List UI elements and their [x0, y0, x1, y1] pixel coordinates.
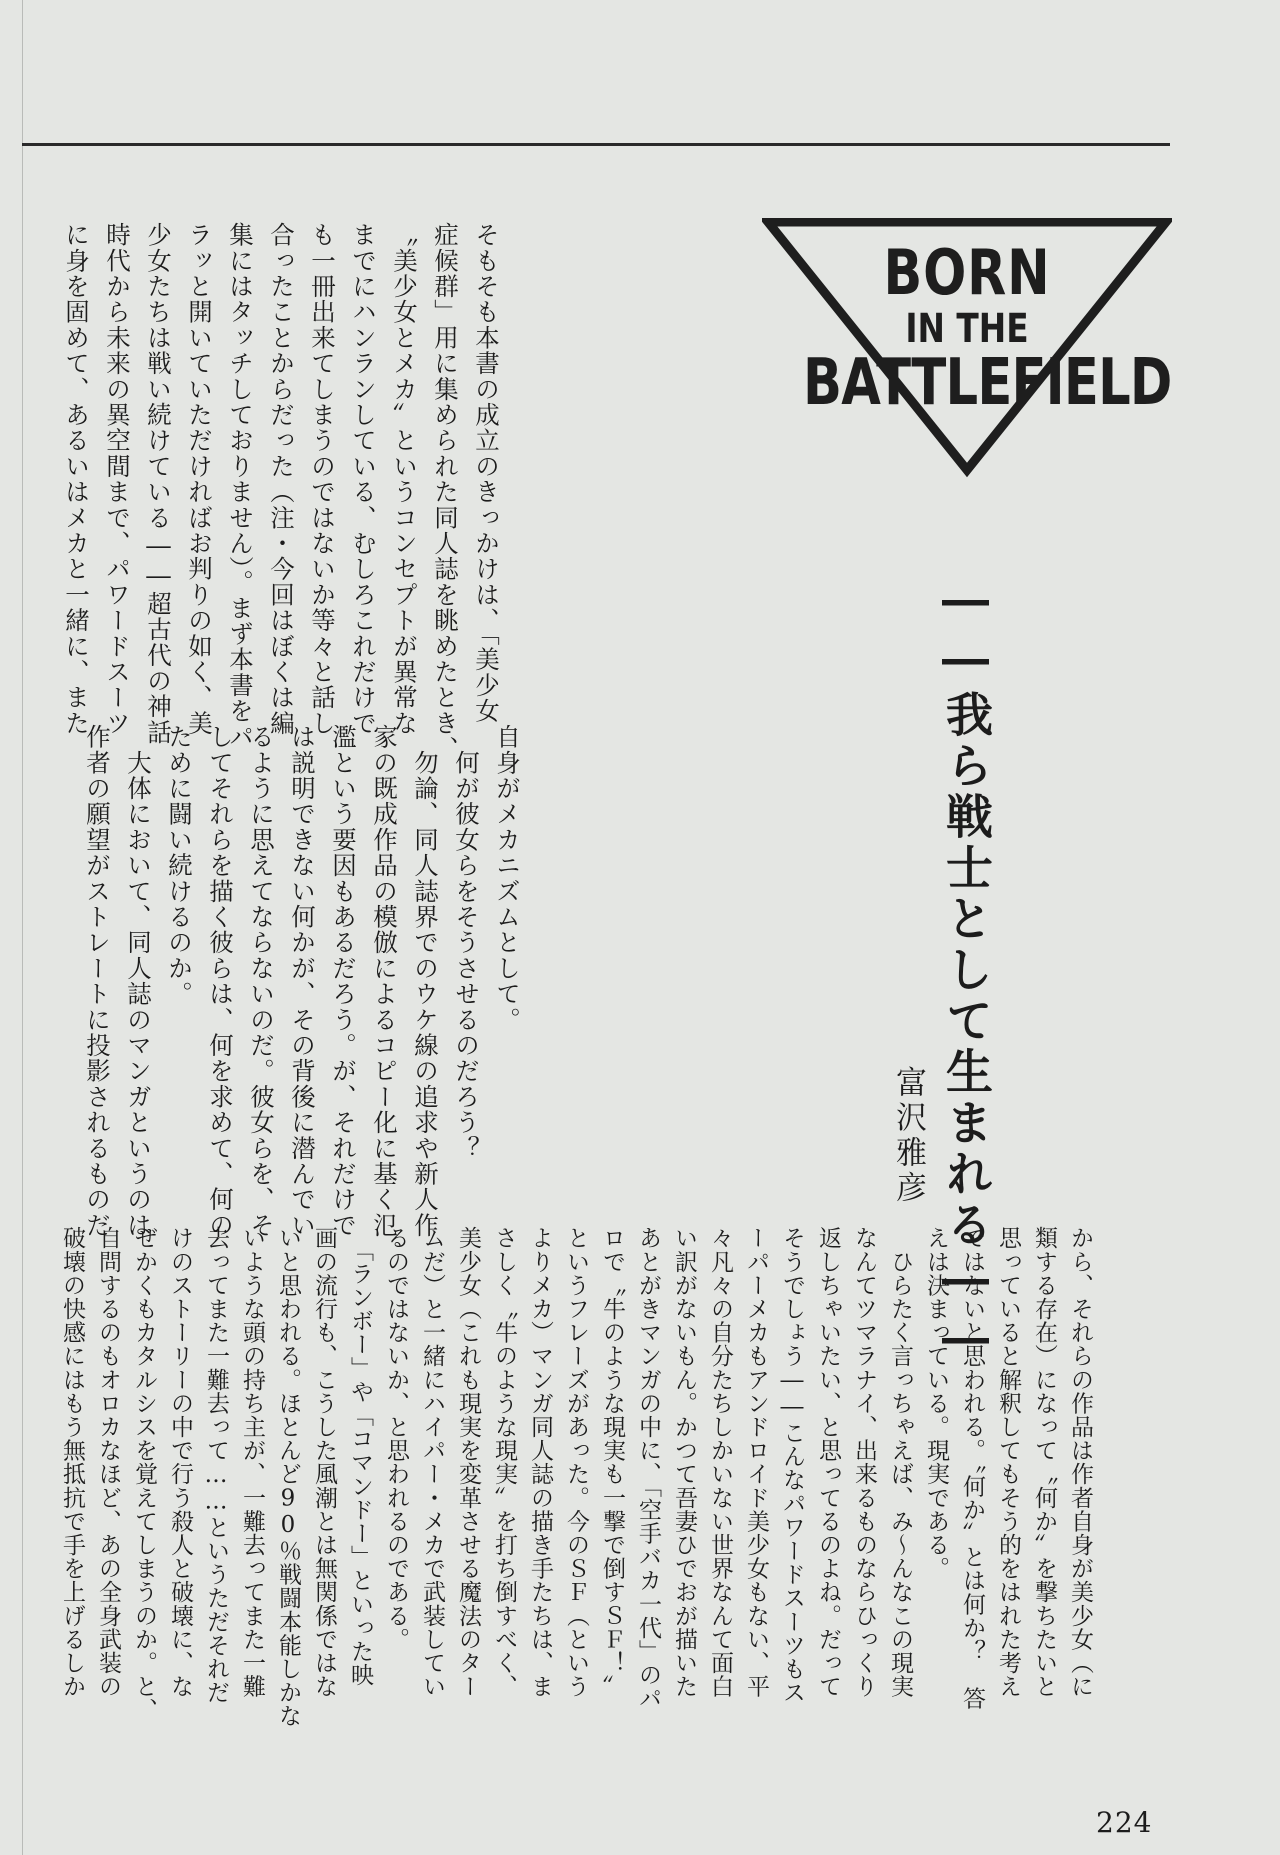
column-top-9: 少女たちは戦い続けている――超古代の神話 — [144, 222, 173, 745]
column-bottom-9: そうでしょう――こんなパワードスーツもス — [779, 1226, 805, 1704]
column-bottom-5: えは決まっている。現実である。 — [923, 1226, 949, 1580]
column-bottom-22: 画の流行も、こうした風潮とは無関係ではな — [311, 1226, 337, 1698]
column-bottom-13: あとがきマンガの中に、「空手バカ一代」のパ — [635, 1226, 661, 1711]
logo-line-battlefield: BATTLEFIELD — [803, 346, 1172, 420]
column-mid-1: 自身がメカニズムとして。 — [493, 724, 522, 1033]
column-bottom-14: ロで〝牛のような現実も一撃で倒すＳＦ！〟 — [599, 1226, 625, 1698]
column-mid-8: してそれらを描く彼らは、何を求めて、何の — [206, 724, 235, 1238]
column-top-10: 時代から未来の異空間まで、パワードスーツ — [103, 222, 132, 736]
column-bottom-25: 去ってまた一難去って……というただそれだ — [203, 1226, 229, 1704]
column-bottom-10: ーパーメカもアンドロイド美少女もない、平 — [743, 1226, 769, 1698]
logo-line-in-the: IN THE — [905, 306, 1029, 352]
column-bottom-29: 破壊の快感にはもう無抵抗で手を上げるしか — [59, 1226, 85, 1698]
column-bottom-26: けのストーリーの中で行う殺人と破壊に、な — [167, 1226, 193, 1698]
column-bottom-8: 返しちゃいたい、と思ってるのよね。だって — [815, 1226, 841, 1698]
column-top-6: 合ったことからだった（注・今回はぼくは編 — [267, 222, 296, 736]
column-mid-11: 作者の願望がストレートに投影されるものだ — [83, 724, 112, 1238]
column-bottom-20: るのではないか、と思われるのである。 — [383, 1226, 409, 1651]
logo-line-born: BORN — [883, 236, 1051, 309]
column-bottom-27: ぜかくもカタルシスを覚えてしまうのか。と、 — [131, 1226, 157, 1722]
column-mid-10: 大体において、同人誌のマンガというのは — [124, 724, 153, 1238]
column-bottom-23: いと思われる。ほとんど90％戦闘本能しかな — [275, 1226, 301, 1728]
column-mid-2: 何が彼女らをそうさせるのだろう？ — [452, 724, 481, 1161]
column-mid-9: ために闘い続けるのか。 — [165, 724, 194, 1007]
page-left-edge — [22, 0, 23, 1855]
column-bottom-2: 類する存在）になって〝何か〟を撃ちたいと — [1031, 1226, 1057, 1698]
page-number: 224 — [1096, 1806, 1153, 1839]
column-top-3: 〝美少女とメカ〟というコンセプトが異常な — [390, 222, 419, 736]
title-logo — [762, 218, 1172, 478]
column-top-4: までにハンランしている、むしろこれだけで — [349, 222, 378, 736]
column-bottom-4: ではないと思われる。〝何か〟とは何か？ 答 — [959, 1226, 985, 1711]
column-top-5: も一冊出来てしまうのではないか等々と話し — [308, 222, 337, 736]
column-mid-4: 家の既成作品の模倣によるコピー化に基く氾 — [370, 724, 399, 1238]
column-bottom-28: 自問するのもオロカなほど、あの全身武装の — [95, 1226, 121, 1698]
column-mid-5: 濫という要因もあるだろう。が、それだけで — [329, 724, 358, 1238]
column-bottom-15: というフレーズがあった。今のＳＦ（という — [563, 1226, 589, 1698]
header-rule — [22, 143, 1170, 146]
column-bottom-1: から、それらの作品は作者自身が美少女（に — [1067, 1226, 1093, 1698]
column-bottom-7: なんてツマラナイ、出来るものならひっくり — [851, 1226, 877, 1698]
column-top-2: 症候群」用に集められた同人誌を眺めたとき、 — [431, 222, 460, 762]
column-bottom-18: 美少女（これも現実を変革させる魔法のター — [455, 1226, 481, 1698]
column-top-7: 集にはタッチしておりません）。まず本書をパ — [226, 222, 255, 750]
column-bottom-21: 「ランボー」や「コマンドー」といった映 — [347, 1226, 373, 1687]
column-bottom-6: ひらたく言っちゃえば、み～んなこの現実 — [887, 1226, 913, 1698]
article-subtitle: ――我ら戦士として生まれる―― — [938, 572, 993, 1369]
column-mid-3: 勿論、同人誌界でのウケ線の追求や新人作 — [411, 724, 440, 1238]
author-name: 富沢雅彦 — [890, 1066, 926, 1206]
column-top-8: ラッと開いていただければお判りの如く、美 — [185, 222, 214, 736]
column-bottom-24: いような頭の持ち主が、一難去ってまた一難 — [239, 1226, 265, 1698]
column-bottom-12: い訳がないもん。かつて吾妻ひでおが描いた — [671, 1226, 697, 1698]
column-bottom-3: 思っていると解釈してもそう的をはれた考え — [995, 1226, 1021, 1698]
column-top-11: に身を固めて、あるいはメカと一緒に、また — [62, 222, 91, 736]
column-top-1: そもそも本書の成立のきっかけは、「美少女 — [472, 222, 501, 724]
column-mid-6: は説明できない何かが、その背後に潜んでい — [288, 724, 317, 1238]
column-mid-7: るように思えてならないのだ。彼女らを、そ — [247, 724, 276, 1238]
column-bottom-11: 々凡々の自分たちしかいない世界なんて面白 — [707, 1226, 733, 1698]
column-bottom-16: よりメカ）マンガ同人誌の描き手たちは、ま — [527, 1226, 553, 1698]
column-bottom-17: さしく〝牛のような現実〟を打ち倒すべく、 — [491, 1226, 517, 1698]
column-bottom-19: ムだ）と一緒にハイパー・メカで武装してい — [419, 1226, 445, 1698]
